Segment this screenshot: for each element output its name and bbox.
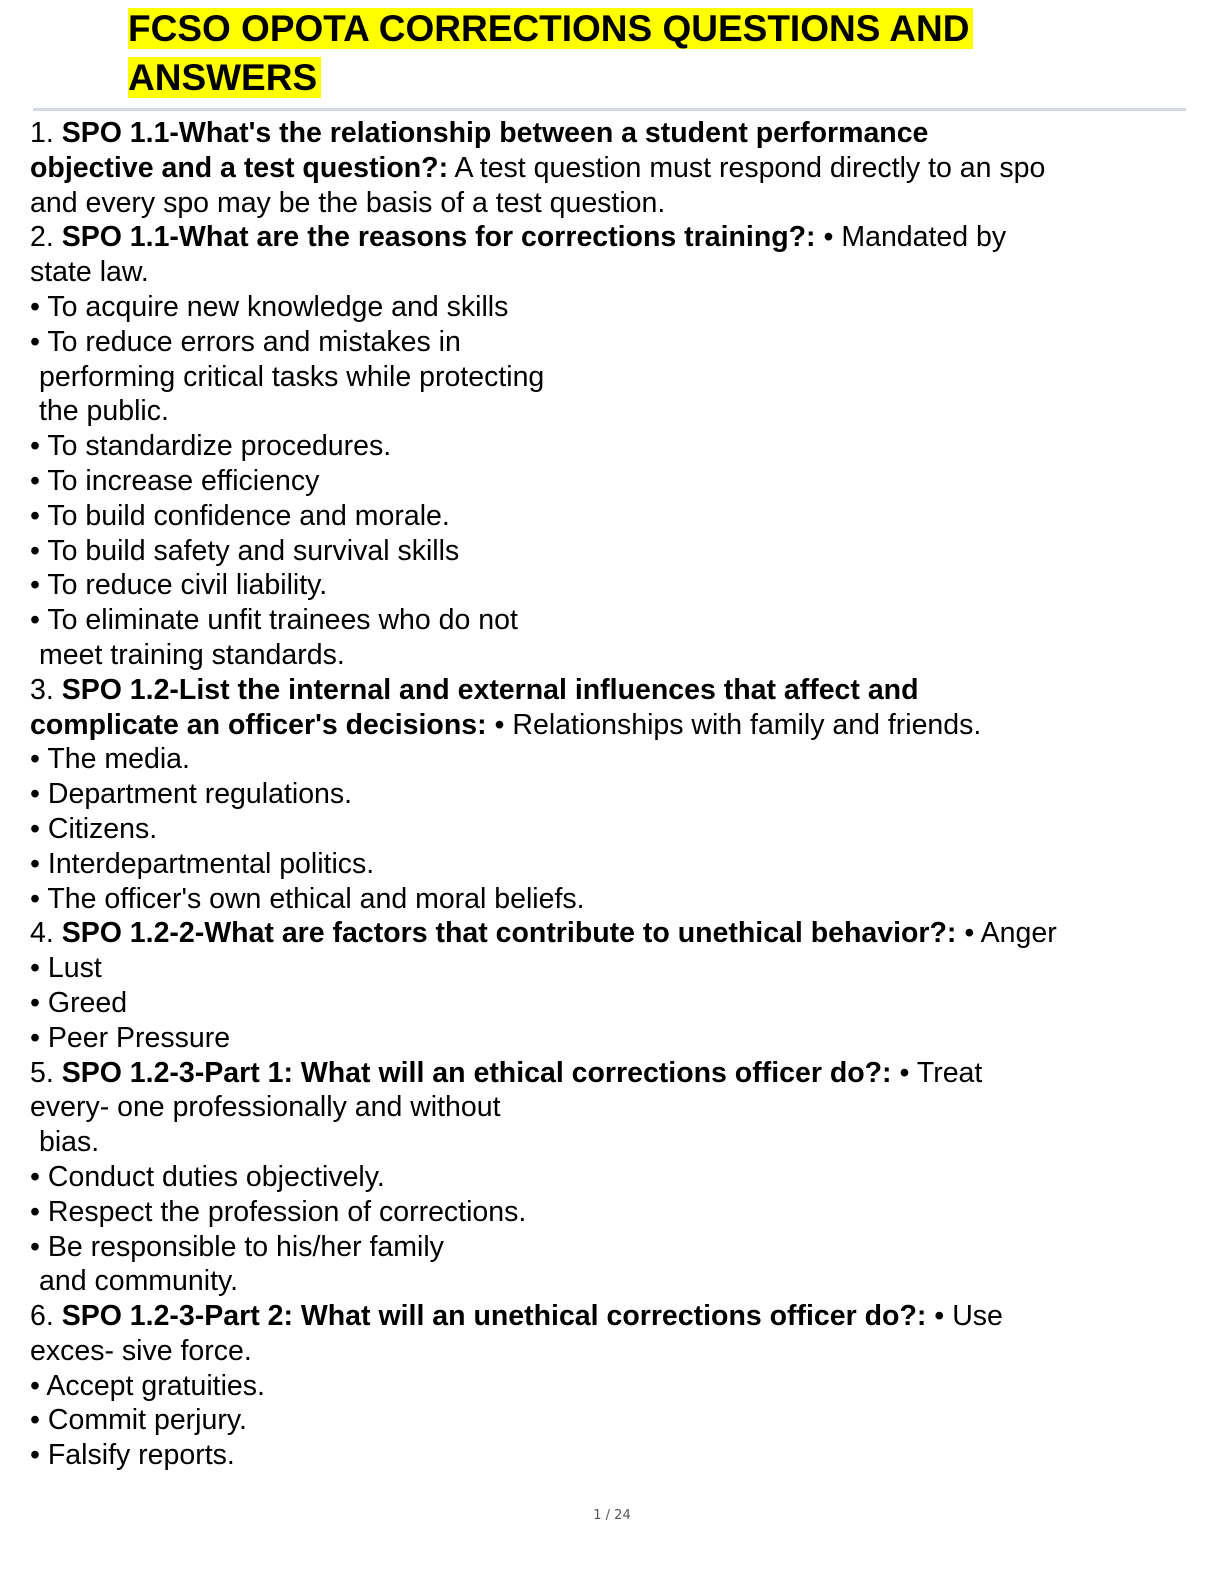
answer-line: • To increase efficiency (30, 464, 320, 497)
header-divider (33, 108, 1186, 111)
answer-line: every- one professionally and without (30, 1091, 501, 1124)
question-text: SPO 1.2-3-Part 1: What will an ethical corrections officer do?: (61, 1056, 892, 1089)
question-text-cont: objective and a test question?: (30, 151, 449, 184)
question-text-cont: complicate an officer's decisions: (30, 708, 487, 741)
answer-text: • Relationships with family and friends. (494, 708, 982, 741)
answer-line: • Interdepartmental politics. (30, 847, 375, 880)
question-text: SPO 1.1-What are the reasons for corrections training?: (61, 221, 816, 254)
answer-line: • The media. (30, 743, 190, 776)
answer-line: • To build safety and survival skills (30, 534, 460, 567)
answer-line: • To reduce civil liability. (30, 569, 328, 602)
answer-line: • Respect the profession of corrections. (30, 1195, 527, 1228)
qa-item-3-line-2 (30, 708, 1200, 743)
answer-line: • Lust (30, 952, 102, 985)
qa-item-3-line-1 (30, 673, 1200, 708)
answer-line: • Commit perjury. (30, 1404, 247, 1437)
answer-line: performing critical tasks while protecting (39, 360, 545, 393)
answer-line: state law. (30, 256, 149, 289)
qa-item-4-line-1 (30, 916, 1200, 951)
answer-line: • Falsify reports. (30, 1439, 235, 1472)
answer-text: A test question must respond directly to an spo (454, 151, 1046, 184)
answer-line: the public. (39, 395, 169, 428)
answer-line: • Department regulations. (30, 778, 353, 811)
item-number: 5. (30, 1056, 54, 1089)
item-number: 6. (30, 1300, 54, 1333)
item-number: 2. (30, 221, 54, 254)
answer-line: and every spo may be the basis of a test question. (30, 186, 666, 219)
qa-list (30, 116, 1200, 1473)
document-title (128, 4, 1028, 102)
answer-text: • Mandated by (823, 221, 1007, 254)
answer-line: • To reduce errors and mistakes in (30, 325, 461, 358)
answer-line: • Accept gratuities. (30, 1369, 265, 1402)
qa-item-6-line-1 (30, 1299, 1200, 1334)
answer-line: • Greed (30, 986, 128, 1019)
answer-text: • Treat (899, 1056, 983, 1089)
answer-text: • Use (934, 1300, 1003, 1333)
answer-line: • Citizens. (30, 812, 158, 845)
item-number: 1. (30, 117, 54, 149)
answer-line: • To eliminate unfit trainees who do not (30, 604, 518, 637)
answer-line: bias. (39, 1126, 100, 1159)
qa-item-2-line-1 (30, 220, 1200, 255)
answer-line: • To standardize procedures. (30, 430, 392, 463)
item-number: 4. (30, 917, 54, 950)
answer-line: • Conduct duties objectively. (30, 1160, 385, 1193)
answer-text: • Anger (964, 917, 1057, 950)
page-indicator: 1 / 24 (593, 1508, 631, 1523)
title-line-1: FCSO OPOTA CORRECTIONS QUESTIONS AND (128, 8, 973, 49)
answer-line: • Peer Pressure (30, 1021, 231, 1054)
qa-item-1-line-2 (30, 151, 1200, 186)
answer-line: • Be responsible to his/her family (30, 1230, 444, 1263)
answer-line: exces- sive force. (30, 1334, 252, 1367)
item-number: 3. (30, 673, 54, 706)
answer-line: • The officer's own ethical and moral beliefs. (30, 882, 585, 915)
answer-line: and community. (39, 1265, 239, 1298)
answer-line: • To acquire new knowledge and skills (30, 290, 509, 323)
qa-item-5-line-1 (30, 1056, 1200, 1091)
title-line-2: ANSWERS (128, 57, 321, 98)
question-text: SPO 1.2-3-Part 2: What will an unethical corrections officer do?: (61, 1300, 927, 1333)
question-text: SPO 1.2-List the internal and external influences that affect and (61, 673, 919, 706)
question-text: SPO 1.2-2-What are factors that contribute to unethical behavior?: (61, 917, 957, 950)
question-text: SPO 1.1-What's the relationship between a student performance (61, 117, 929, 149)
qa-item-1-line-1 (30, 116, 1200, 151)
answer-line: • To build confidence and morale. (30, 499, 450, 532)
answer-line: meet training standards. (39, 638, 345, 671)
